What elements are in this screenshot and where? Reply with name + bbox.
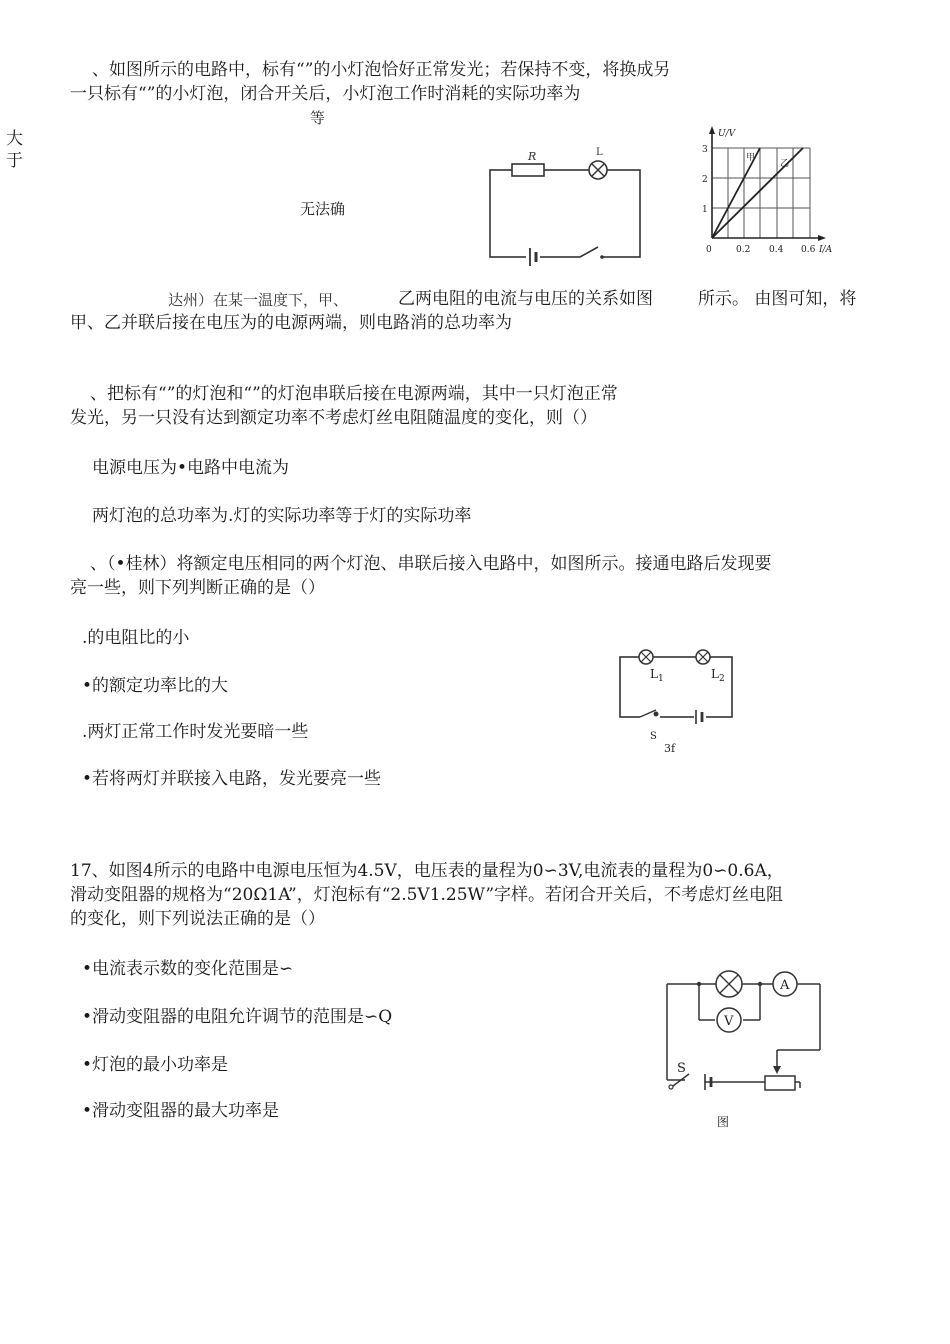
graph-x-label: I/A xyxy=(819,245,833,255)
q14-ui-graph xyxy=(690,120,850,270)
switch-label: S xyxy=(677,1061,686,1076)
q13-stem-line1: 、如图所示的电路中，标有“”的小灯泡恰好正常发光；若保持不变，将换成另 xyxy=(92,60,671,80)
q15-stem-line1: 、把标有“”的灯泡和“”的灯泡串联后接在电源两端，其中一只灯泡正常 xyxy=(90,384,618,404)
figure-caption: 图 xyxy=(717,1115,730,1129)
circuit-wire-loop xyxy=(620,657,732,717)
q16-option-a: .的电阻比的小 xyxy=(82,628,190,648)
q17-option-d: •滑动变阻器的最大功率是 xyxy=(82,1101,280,1121)
lamp-label: L xyxy=(596,147,603,158)
q16-stem-line1: 、（•桂林）将额定电压相同的两个灯泡、串联后接入电路中，如图所示。接通电路后发现要 xyxy=(90,554,772,574)
q13-option-d: 无法确 xyxy=(300,200,346,218)
l2-label: L xyxy=(711,667,719,681)
q17-stem-line1: 17、如图4所示的电路中电源电压恒为4.5V，电压表的量程为0∽3V,电流表的量程为0∽0.6A， xyxy=(70,861,784,881)
circuit-wire-loop xyxy=(490,170,640,257)
q15-stem-line2: 发光，另一只没有达到额定功率不考虑灯丝电阻随温度的变化，则（） xyxy=(70,408,597,428)
graph-ytick-2: 2 xyxy=(702,175,708,185)
q13-option-a: 大 xyxy=(6,129,23,149)
graph-xtick-0.4: 0.4 xyxy=(769,245,784,255)
graph-ytick-1: 1 xyxy=(702,205,708,215)
q13-stem-line2: 一只标有“”的小灯泡，闭合开关后，小灯泡工作时消耗的实际功率为 xyxy=(70,84,581,104)
resistor-symbol xyxy=(512,164,544,176)
q17-stem-line2: 滑动变阻器的规格为“20Ω1A”，灯泡标有“2.5V1.25W”字样。若闭合开关后，不考虑灯丝电阻 xyxy=(70,885,784,905)
q17-option-b: •滑动变阻器的电阻允许调节的范围是∽Q xyxy=(82,1007,393,1027)
series-b-label: 乙 xyxy=(780,159,790,169)
graph-xtick-0.2: 0.2 xyxy=(736,245,751,255)
q14-stem-main: 乙两电阻的电流与电压的关系如图 xyxy=(398,289,653,309)
graph-ytick-3: 3 xyxy=(702,145,708,155)
rheostat-symbol xyxy=(765,1076,795,1090)
l2-subscript: 2 xyxy=(719,674,725,684)
q16-option-c: .两灯正常工作时发光要暗一些 xyxy=(82,722,309,742)
graph-xtick-0: 0 xyxy=(706,245,712,255)
q17-stem-line3: 的变化，则下列说法正确的是（） xyxy=(70,909,325,929)
resistor-label: R xyxy=(528,150,537,163)
figure-caption: 3f xyxy=(664,742,676,755)
l1-label: L xyxy=(650,667,658,681)
q14-stem-prefix: 达州）在某一温度下，甲、 xyxy=(168,291,349,309)
q17-option-c: •灯泡的最小功率是 xyxy=(82,1055,229,1075)
l1-subscript: 1 xyxy=(658,674,664,684)
q13-option-a-cont: 于 xyxy=(6,151,23,171)
voltmeter-label: V xyxy=(724,1014,734,1029)
q17-option-a: •电流表示数的变化范围是∽ xyxy=(82,959,294,979)
q16-stem-line2: 亮一些，则下列判断正确的是（） xyxy=(70,578,325,598)
graph-y-label: U/V xyxy=(718,129,736,139)
q15-option-cd: 两灯泡的总功率为.灯的实际功率等于灯的实际功率 xyxy=(92,506,472,526)
q16-option-b: •的额定功率比的大 xyxy=(82,676,229,696)
q16-option-d: •若将两灯并联接入电路，发光要亮一些 xyxy=(82,769,382,789)
series-b-line xyxy=(712,148,803,238)
q16-circuit-figure xyxy=(610,640,750,755)
graph-xtick-0.6: 0.6 xyxy=(801,245,816,255)
switch-label: S xyxy=(650,731,657,742)
q13-option-b: 等 xyxy=(310,109,326,127)
ammeter-label: A xyxy=(780,978,790,993)
q13-circuit-figure xyxy=(480,140,660,280)
q17-circuit-figure xyxy=(655,960,835,1135)
q15-option-ab: 电源电压为•电路中电流为 xyxy=(92,458,290,478)
q14-stem-line2: 甲、乙并联后接在电压为的电源两端，则电路消的总功率为 xyxy=(70,313,512,333)
q14-stem-tail: 所示。 由图可知，将 xyxy=(698,289,857,309)
series-a-label: 甲 xyxy=(746,153,756,163)
